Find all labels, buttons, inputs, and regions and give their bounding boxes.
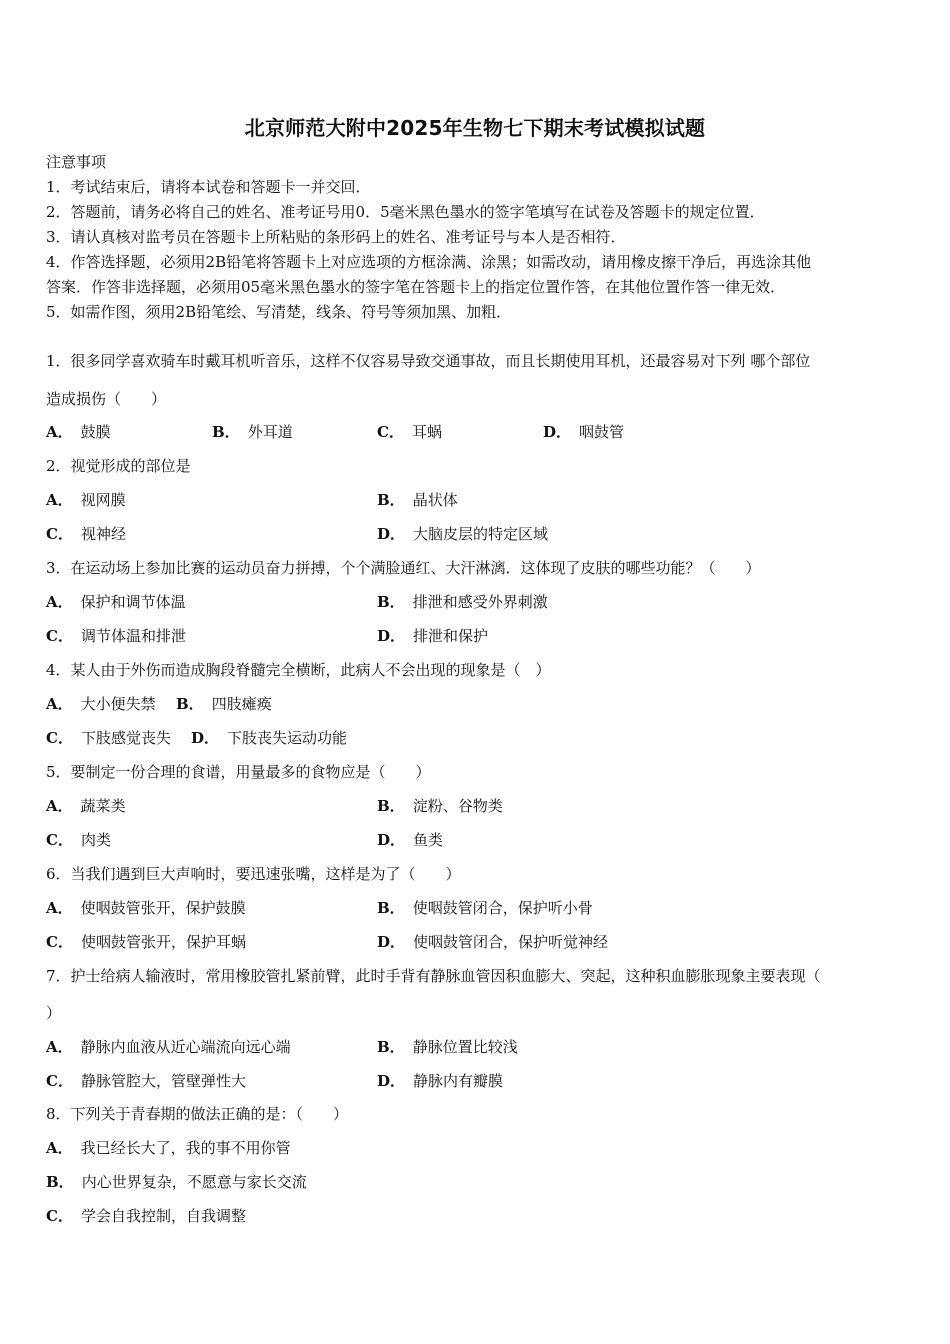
option-text: 静脉位置比较浅 [412,1038,518,1056]
question-stem: 8．下列关于青春期的做法正确的是：（ ） [46,1105,349,1123]
option-label: B． [377,797,405,815]
answer-option[interactable] [46,830,111,850]
option-label: C． [46,525,73,543]
option-text: 学会自我控制，自我调整 [80,1207,246,1225]
option-label: B． [377,491,405,509]
option-label: A． [46,593,73,611]
answer-option[interactable] [191,728,347,748]
option-label: B． [377,593,405,611]
option-label: A． [46,491,73,509]
option-label: B． [212,423,240,441]
option-text: 调节体温和排泄 [80,627,186,645]
option-label: C． [46,627,73,645]
question-stem: 5．要制定一份合理的食谱，用量最多的食物应是（ ） [46,763,431,781]
question-stem: 1．很多同学喜欢骑车时戴耳机听音乐，这样不仅容易导致交通事故，而且长期使用耳机，还最容易对下列 哪个部位 [46,352,811,370]
answer-option[interactable] [377,898,593,918]
option-label: D． [377,933,406,951]
answer-option[interactable] [46,1037,291,1057]
option-text: 排泄和保护 [413,627,489,645]
answer-option[interactable] [377,796,503,816]
answer-option[interactable] [543,422,624,442]
notice-item: 答案．作答非选择题，必须用05毫米黑色墨水的签字笔在答题卡上的指定位置作答，在其他位置作答一律无效． [46,278,786,296]
question-stem: 3．在运动场上参加比赛的运动员奋力拼搏，个个满脸通红、大汗淋漓．这体现了皮肤的哪些功能？（ ） [46,559,761,577]
option-text: 视网膜 [80,491,126,509]
option-text: 淀粉、谷物类 [412,797,503,815]
option-text: 我已经长大了，我的事不用你管 [80,1139,291,1157]
answer-option[interactable] [377,626,488,646]
option-text: 四肢瘫痪 [211,695,272,713]
question-stem: 2．视觉形成的部位是 [46,457,191,475]
answer-option[interactable] [377,830,443,850]
answer-option[interactable] [46,728,171,748]
answer-option[interactable] [176,694,272,714]
option-label: D． [543,423,572,441]
option-text: 大脑皮层的特定区域 [413,525,549,543]
option-label: D． [377,525,406,543]
option-text: 大小便失禁 [80,695,156,713]
option-label: D． [191,729,220,747]
answer-option[interactable] [46,490,126,510]
option-label: C． [46,1207,73,1225]
option-text: 使咽鼓管闭合，保护听觉神经 [413,933,609,951]
option-label: A． [46,423,73,441]
option-text: 咽鼓管 [579,423,625,441]
answer-option[interactable] [46,1206,246,1226]
answer-option[interactable] [46,626,186,646]
answer-option[interactable] [46,796,126,816]
option-label: A． [46,1139,73,1157]
option-label: A． [46,1038,73,1056]
notice-item: 4．作答选择题，必须用2B铅笔将答题卡上对应选项的方框涂满、涂黑；如需改动，请用橡皮擦干净后，再选涂其他 [46,253,812,271]
option-text: 晶状体 [412,491,458,509]
option-label: D． [377,627,406,645]
option-label: B． [377,899,405,917]
option-text: 蔬菜类 [80,797,126,815]
option-text: 肉类 [80,831,111,849]
answer-option[interactable] [212,422,293,442]
answer-option[interactable] [46,898,246,918]
answer-option[interactable] [377,422,442,442]
answer-option[interactable] [46,592,186,612]
option-text: 下肢感觉丧失 [80,729,171,747]
option-label: C． [46,831,73,849]
option-text: 鱼类 [413,831,444,849]
notice-item: 2．答题前，请务必将自己的姓名、准考证号用0．5毫米黑色墨水的签字笔填写在试卷及答题卡的规定位置． [46,203,765,221]
answer-option[interactable] [46,1172,307,1192]
answer-option[interactable] [377,1037,518,1057]
answer-option[interactable] [46,694,156,714]
notice-item: 3．请认真核对监考员在答题卡上所粘贴的条形码上的姓名、准考证号与本人是否相符． [46,228,626,246]
option-label: B． [176,695,204,713]
answer-option[interactable] [377,932,608,952]
option-label: B． [377,1038,405,1056]
question-stem: ） [46,1004,62,1022]
question-stem: 7．护士给病人输液时，常用橡胶管扎紧前臂，此时手背有静脉血管因积血膨大、突起，这种积血膨胀现象主要表现（ [46,967,821,985]
answer-option[interactable] [46,1138,291,1158]
answer-option[interactable] [377,1071,503,1091]
option-label: A． [46,899,73,917]
notice-item: 1．考试结束后，请将本试卷和答题卡一并交回． [46,178,371,196]
option-label: A． [46,695,73,713]
answer-option[interactable] [46,932,246,952]
option-text: 下肢丧失运动功能 [227,729,348,747]
option-text: 使咽鼓管张开，保护耳蜗 [80,933,246,951]
answer-option[interactable] [377,490,458,510]
option-label: C． [46,729,73,747]
option-text: 静脉内有瓣膜 [413,1072,504,1090]
option-label: D． [377,1072,406,1090]
option-text: 耳蜗 [411,423,442,441]
option-text: 静脉内血液从近心端流向远心端 [80,1038,291,1056]
question-stem: 4．某人由于外伤而造成胸段脊髓完全横断，此病人不会出现的现象是（ ） [46,661,551,679]
answer-option[interactable] [377,524,548,544]
option-text: 外耳道 [247,423,293,441]
answer-option[interactable] [46,422,111,442]
option-label: A． [46,797,73,815]
option-text: 静脉管腔大，管壁弹性大 [80,1072,246,1090]
answer-option[interactable] [377,592,548,612]
answer-option[interactable] [46,524,126,544]
notice-heading: 注意事项 [46,153,107,171]
option-label: C． [377,423,404,441]
option-text: 视神经 [80,525,126,543]
answer-option[interactable] [46,1071,246,1091]
option-label: B． [46,1173,74,1191]
option-text: 保护和调节体温 [80,593,186,611]
option-label: C． [46,933,73,951]
option-label: C． [46,1072,73,1090]
notice-item: 5．如需作图，须用2B铅笔绘、写清楚，线条、符号等须加黑、加粗． [46,303,512,321]
page-title: 北京师范大附中2025年生物七下期末考试模拟试题 [244,116,706,140]
option-text: 鼓膜 [80,423,111,441]
option-text: 排泄和感受外界刺激 [412,593,548,611]
question-stem: 6．当我们遇到巨大声响时，要迅速张嘴，这样是为了（ ） [46,865,461,883]
option-text: 使咽鼓管张开，保护鼓膜 [80,899,246,917]
option-label: D． [377,831,406,849]
option-text: 使咽鼓管闭合，保护听小骨 [412,899,593,917]
question-stem: 造成损伤（ ） [46,390,167,408]
option-text: 内心世界复杂，不愿意与家长交流 [81,1173,307,1191]
